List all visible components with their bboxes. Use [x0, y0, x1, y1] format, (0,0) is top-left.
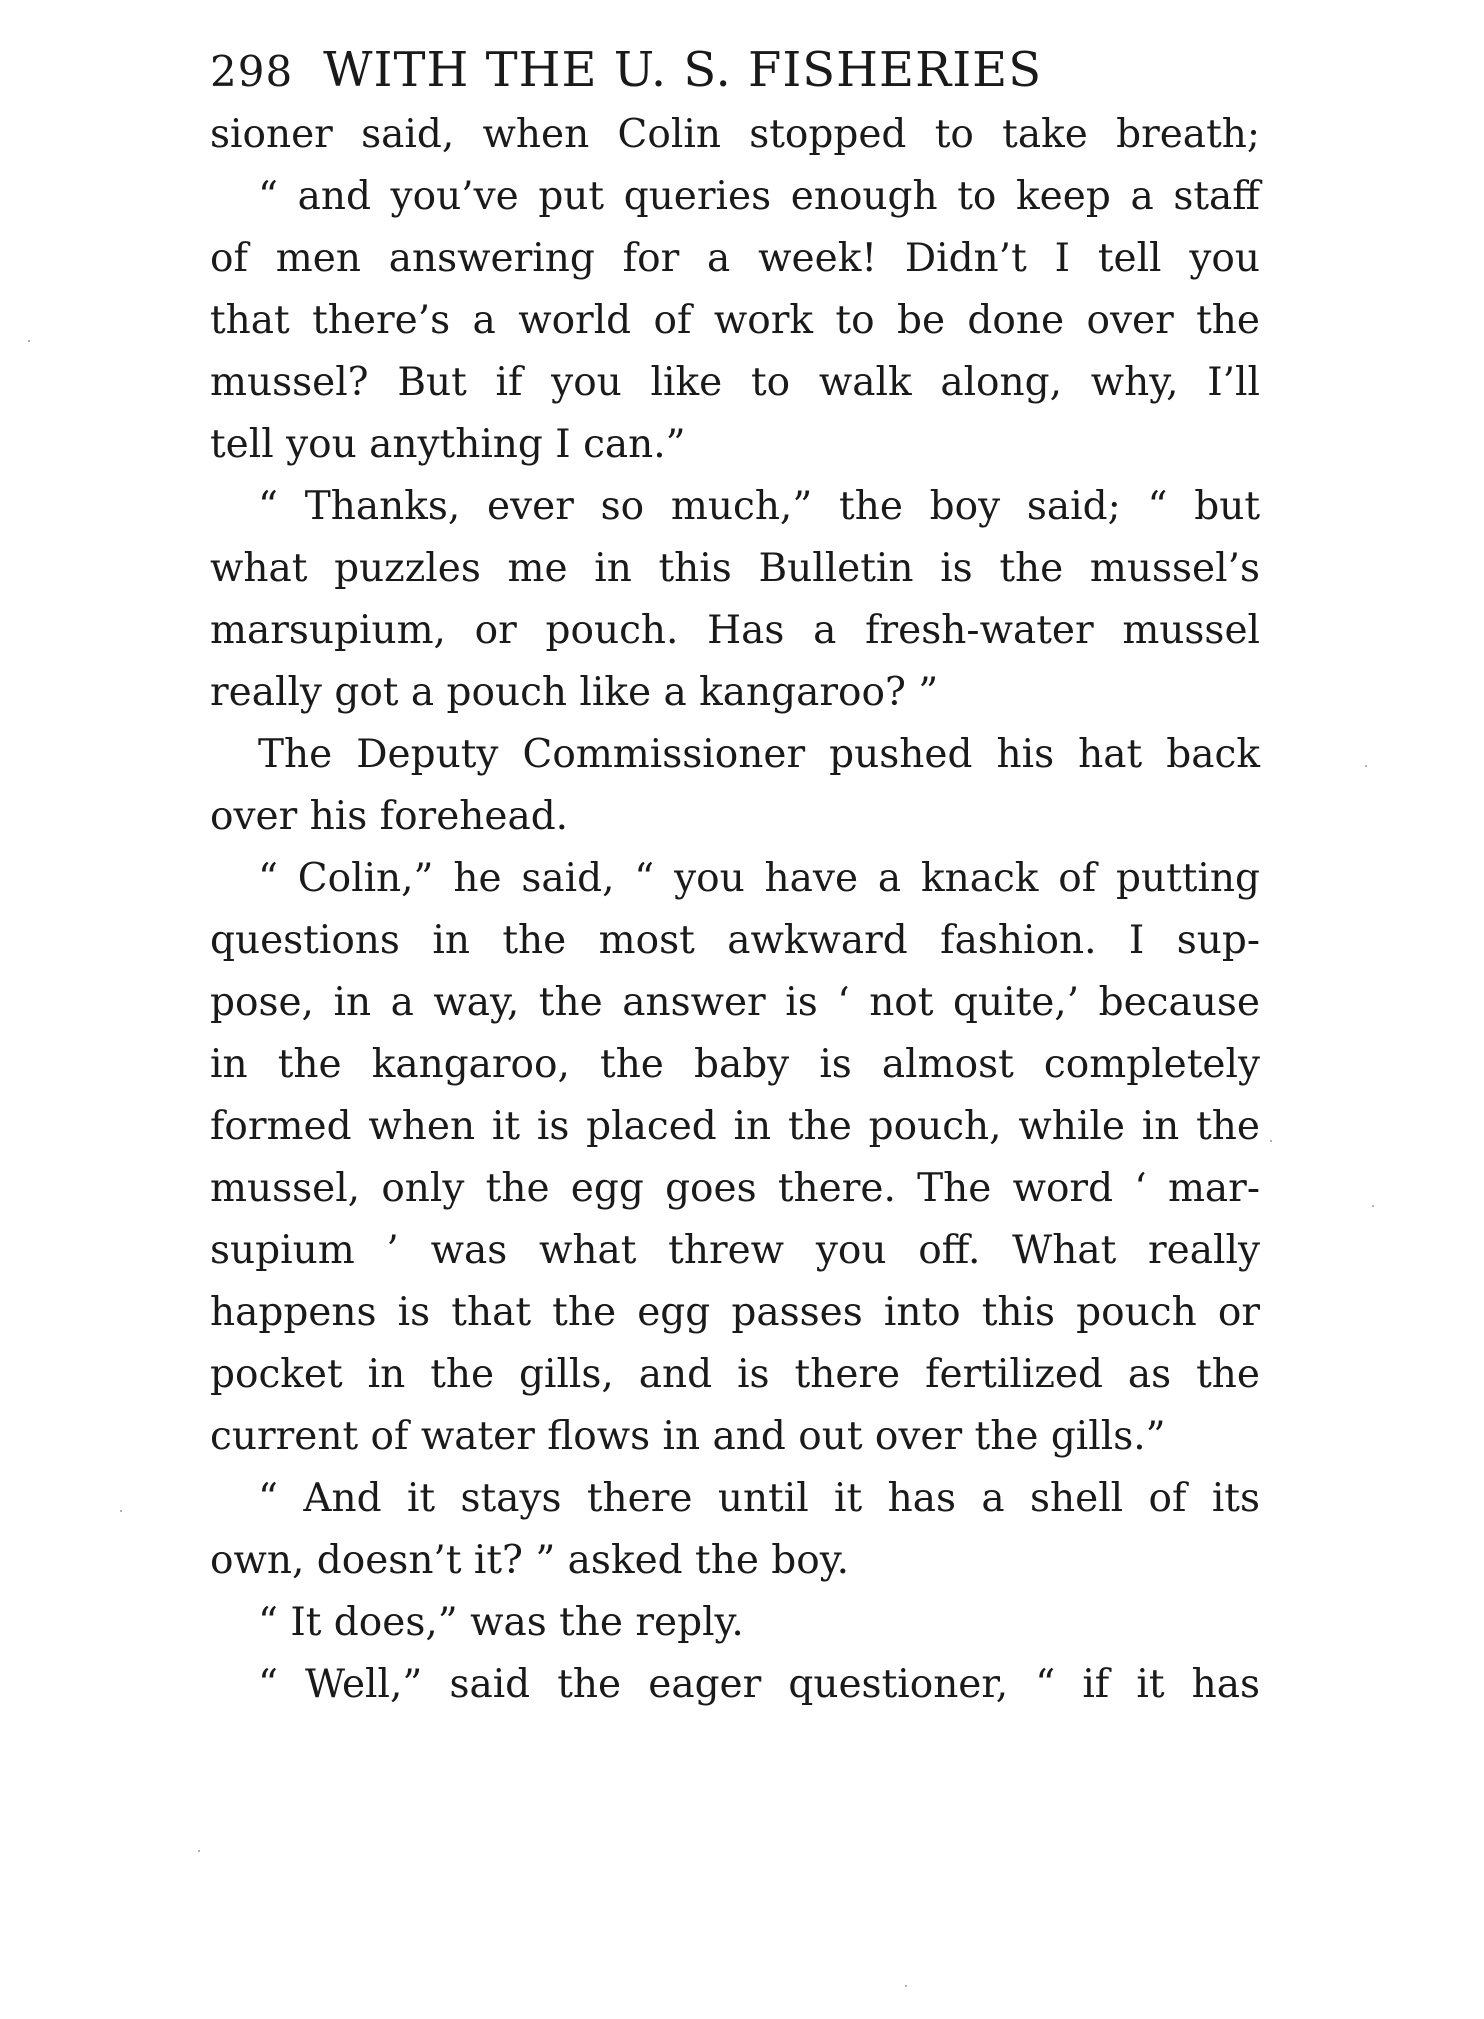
- text-line: mussel? But if you like to walk along, why, I’ll: [210, 360, 1260, 405]
- text-line: “ Well,” said the eager questioner, “ if it has: [258, 1662, 1260, 1707]
- scan-speck: [1365, 765, 1367, 767]
- text-line: over his forehead.: [210, 794, 569, 839]
- text-line: own, doesn’t it? ” asked the boy.: [210, 1538, 849, 1583]
- running-title: WITH THE U. S. FISHERIES: [323, 42, 1043, 98]
- text-line: “ Thanks, ever so much,” the boy said; “ but: [258, 484, 1260, 529]
- scan-speck: [905, 1985, 907, 1987]
- text-line: mussel, only the egg goes there. The word ‘ mar-: [210, 1166, 1260, 1211]
- text-line: supium ’ was what threw you off. What really: [210, 1228, 1260, 1273]
- body-text: [210, 104, 1260, 1716]
- text-line: questions in the most awkward fashion. I sup-: [210, 918, 1260, 963]
- text-line: formed when it is placed in the pouch, while in the: [210, 1104, 1260, 1149]
- text-line: tell you anything I can.”: [210, 422, 686, 467]
- running-head: [210, 40, 1260, 102]
- text-line: of men answering for a week! Didn’t I tell you: [210, 236, 1260, 281]
- scan-speck: [198, 1850, 200, 1852]
- scan-speck: [120, 1510, 122, 1512]
- text-line: pocket in the gills, and is there fertilized as the: [210, 1352, 1260, 1397]
- text-line: happens is that the egg passes into this pouch or: [210, 1290, 1260, 1335]
- text-line: sioner said, when Colin stopped to take breath;: [210, 112, 1260, 157]
- scan-speck: [28, 340, 30, 342]
- text-line: what puzzles me in this Bulletin is the mussel’s: [210, 546, 1260, 591]
- text-line: “ and you’ve put queries enough to keep a staff: [258, 174, 1260, 219]
- text-line: in the kangaroo, the baby is almost completely: [210, 1042, 1260, 1087]
- scan-speck: [1372, 1205, 1374, 1207]
- book-page: [210, 40, 1260, 1716]
- text-line: “ Colin,” he said, “ you have a knack of putting: [258, 856, 1260, 901]
- text-line: that there’s a world of work to be done over the: [210, 298, 1260, 343]
- page-number: 298: [210, 47, 294, 96]
- text-line: marsupium, or pouch. Has a fresh-water mussel: [210, 608, 1260, 653]
- text-line: current of water flows in and out over the gills.”: [210, 1414, 1166, 1459]
- text-line: The Deputy Commissioner pushed his hat back: [258, 732, 1260, 777]
- text-line: really got a pouch like a kangaroo? ”: [210, 670, 939, 715]
- scan-speck: [1270, 1140, 1272, 1142]
- text-line: pose, in a way, the answer is ‘ not quite,’ because: [210, 980, 1260, 1025]
- text-line: “ It does,” was the reply.: [258, 1600, 744, 1645]
- text-line: “ And it stays there until it has a shell of its: [258, 1476, 1260, 1521]
